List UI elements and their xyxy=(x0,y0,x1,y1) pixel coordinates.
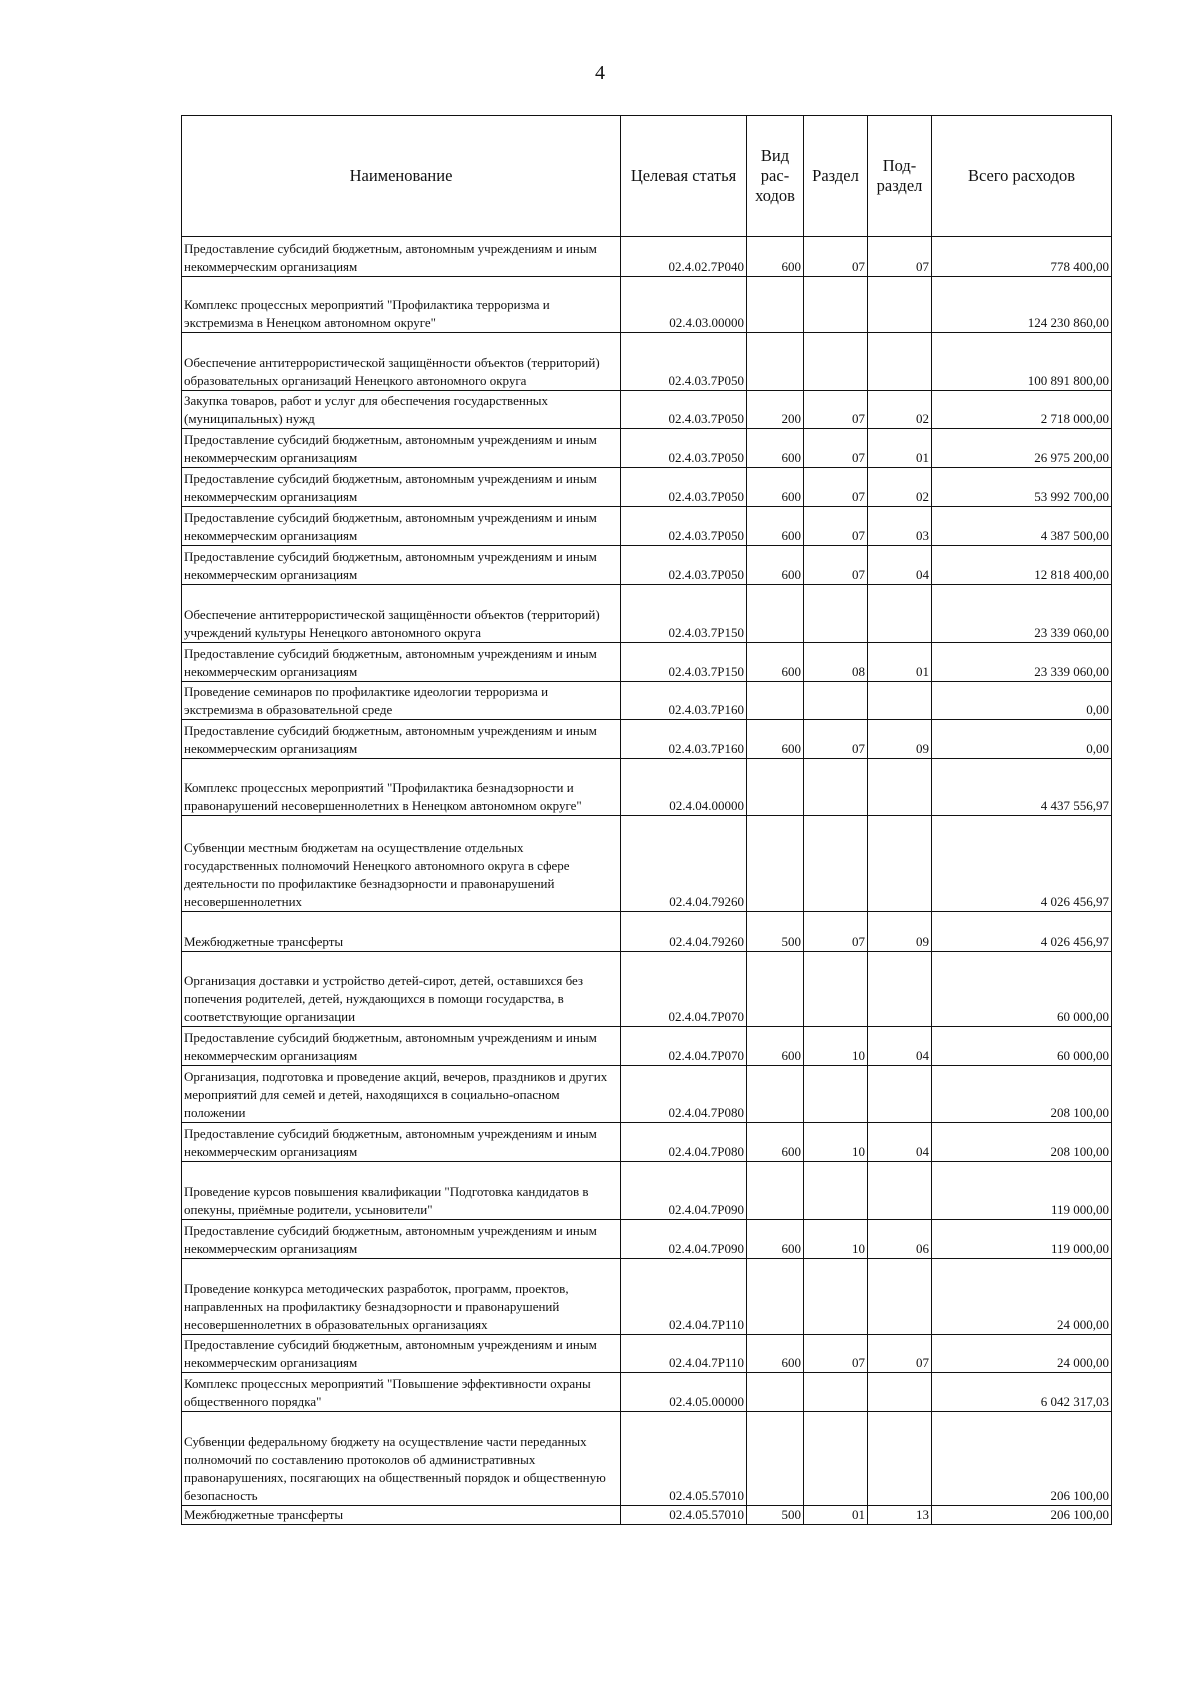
table-row xyxy=(182,1412,1112,1506)
expenditure-table xyxy=(181,115,1112,1525)
cell-name: Обеспечение антитеррористической защищённости объектов (территорий) образовательных организаций Ненецкого автономного округа xyxy=(182,333,621,391)
cell-total: 23 339 060,00 xyxy=(932,585,1112,643)
table-row xyxy=(182,507,1112,546)
cell-target-article: 02.4.03.7P160 xyxy=(621,682,747,720)
cell-expense-kind: 600 xyxy=(747,507,804,546)
cell-name: Проведение курсов повышения квалификации "Подготовка кандидатов в опекуны, приёмные родители, усыновители" xyxy=(182,1162,621,1220)
cell-expense-kind xyxy=(747,1259,804,1335)
cell-name: Предоставление субсидий бюджетным, автономным учреждениям и иным некоммерческим организациям xyxy=(182,237,621,277)
table-row xyxy=(182,1066,1112,1123)
cell-name: Предоставление субсидий бюджетным, автономным учреждениям и иным некоммерческим организациям xyxy=(182,1335,621,1373)
cell-total: 778 400,00 xyxy=(932,237,1112,277)
cell-name: Предоставление субсидий бюджетным, автономным учреждениям и иным некоммерческим организациям xyxy=(182,468,621,507)
cell-expense-kind xyxy=(747,952,804,1027)
cell-expense-kind: 600 xyxy=(747,546,804,585)
cell-expense-kind: 600 xyxy=(747,1220,804,1259)
cell-expense-kind xyxy=(747,682,804,720)
cell-total: 60 000,00 xyxy=(932,1027,1112,1066)
cell-target-article: 02.4.03.7P050 xyxy=(621,468,747,507)
table-row xyxy=(182,1335,1112,1373)
cell-subsection xyxy=(868,1162,932,1220)
cell-total: 208 100,00 xyxy=(932,1123,1112,1162)
cell-target-article: 02.4.05.00000 xyxy=(621,1373,747,1412)
table-row xyxy=(182,952,1112,1027)
header-subsection: Под-раздел xyxy=(868,116,932,237)
cell-subsection: 13 xyxy=(868,1506,932,1525)
cell-target-article: 02.4.04.7P080 xyxy=(621,1123,747,1162)
table-row xyxy=(182,546,1112,585)
cell-subsection: 07 xyxy=(868,237,932,277)
cell-section: 07 xyxy=(804,546,868,585)
cell-section xyxy=(804,952,868,1027)
cell-target-article: 02.4.04.79260 xyxy=(621,816,747,912)
table-row xyxy=(182,1506,1112,1525)
cell-section: 07 xyxy=(804,391,868,429)
table-row xyxy=(182,1220,1112,1259)
cell-subsection: 06 xyxy=(868,1220,932,1259)
cell-name: Проведение конкурса методических разработок, программ, проектов, направленных на профилактику безнадзорности и правонарушений несовершеннолетних в образовательных организациях xyxy=(182,1259,621,1335)
table-row xyxy=(182,585,1112,643)
cell-target-article: 02.4.03.7P050 xyxy=(621,546,747,585)
cell-subsection xyxy=(868,1259,932,1335)
cell-target-article: 02.4.03.7P050 xyxy=(621,333,747,391)
cell-name: Комплекс процессных мероприятий "Профилактика терроризма и экстремизма в Ненецком автономном округе" xyxy=(182,277,621,333)
cell-section: 07 xyxy=(804,429,868,468)
cell-name: Обеспечение антитеррористической защищённости объектов (территорий) учреждений культуры Ненецкого автономного округа xyxy=(182,585,621,643)
cell-expense-kind: 600 xyxy=(747,720,804,759)
cell-subsection: 04 xyxy=(868,1027,932,1066)
cell-section: 07 xyxy=(804,1335,868,1373)
cell-target-article: 02.4.04.7P110 xyxy=(621,1259,747,1335)
cell-name: Закупка товаров, работ и услуг для обеспечения государственных (муниципальных) нужд xyxy=(182,391,621,429)
cell-section: 10 xyxy=(804,1123,868,1162)
table-header-row xyxy=(182,116,1112,237)
cell-subsection xyxy=(868,333,932,391)
table-row xyxy=(182,643,1112,682)
cell-name: Предоставление субсидий бюджетным, автономным учреждениям и иным некоммерческим организациям xyxy=(182,507,621,546)
cell-name: Межбюджетные трансферты xyxy=(182,1506,621,1525)
header-total: Всего расходов xyxy=(932,116,1112,237)
cell-subsection xyxy=(868,277,932,333)
cell-section xyxy=(804,816,868,912)
cell-expense-kind xyxy=(747,1412,804,1506)
cell-section: 07 xyxy=(804,720,868,759)
cell-total: 23 339 060,00 xyxy=(932,643,1112,682)
cell-subsection: 02 xyxy=(868,468,932,507)
cell-section xyxy=(804,1259,868,1335)
cell-name: Проведение семинаров по профилактике идеологии терроризма и экстремизма в образовательной среде xyxy=(182,682,621,720)
cell-total: 206 100,00 xyxy=(932,1506,1112,1525)
cell-target-article: 02.4.04.7P090 xyxy=(621,1162,747,1220)
cell-target-article: 02.4.04.7P090 xyxy=(621,1220,747,1259)
cell-target-article: 02.4.04.7P080 xyxy=(621,1066,747,1123)
cell-total: 100 891 800,00 xyxy=(932,333,1112,391)
cell-expense-kind: 600 xyxy=(747,1027,804,1066)
cell-name: Организация, подготовка и проведение акций, вечеров, праздников и других мероприятий для семей и детей, находящихся в социально-опасном положении xyxy=(182,1066,621,1123)
cell-total: 4 026 456,97 xyxy=(932,816,1112,912)
cell-name: Предоставление субсидий бюджетным, автономным учреждениям и иным некоммерческим организациям xyxy=(182,720,621,759)
cell-target-article: 02.4.05.57010 xyxy=(621,1506,747,1525)
cell-subsection: 09 xyxy=(868,912,932,952)
cell-name: Комплекс процессных мероприятий "Повышение эффективности охраны общественного порядка" xyxy=(182,1373,621,1412)
cell-expense-kind xyxy=(747,1066,804,1123)
cell-section xyxy=(804,585,868,643)
cell-subsection: 01 xyxy=(868,429,932,468)
cell-subsection xyxy=(868,1412,932,1506)
table-row xyxy=(182,429,1112,468)
cell-expense-kind: 600 xyxy=(747,1335,804,1373)
header-expense-kind: Вид рас-ходов xyxy=(747,116,804,237)
cell-name: Субвенции местным бюджетам на осуществление отдельных государственных полномочий Ненецкого автономного округа в сфере деятельности по профилактике безнадзорности и правонарушений несовершеннолетних xyxy=(182,816,621,912)
cell-total: 4 437 556,97 xyxy=(932,759,1112,816)
table-row xyxy=(182,1123,1112,1162)
cell-section: 01 xyxy=(804,1506,868,1525)
cell-target-article: 02.4.03.7P050 xyxy=(621,507,747,546)
cell-expense-kind: 600 xyxy=(747,468,804,507)
table-row xyxy=(182,1027,1112,1066)
cell-name: Предоставление субсидий бюджетным, автономным учреждениям и иным некоммерческим организациям xyxy=(182,429,621,468)
cell-target-article: 02.4.04.7P070 xyxy=(621,1027,747,1066)
cell-subsection xyxy=(868,682,932,720)
cell-expense-kind: 600 xyxy=(747,429,804,468)
cell-subsection xyxy=(868,1373,932,1412)
cell-section xyxy=(804,682,868,720)
cell-subsection: 02 xyxy=(868,391,932,429)
cell-name: Предоставление субсидий бюджетным, автономным учреждениям и иным некоммерческим организациям xyxy=(182,1123,621,1162)
cell-total: 4 026 456,97 xyxy=(932,912,1112,952)
cell-expense-kind xyxy=(747,1162,804,1220)
header-target-article: Целевая статья xyxy=(621,116,747,237)
cell-subsection xyxy=(868,1066,932,1123)
table-row xyxy=(182,391,1112,429)
cell-name: Предоставление субсидий бюджетным, автономным учреждениям и иным некоммерческим организациям xyxy=(182,546,621,585)
cell-section: 08 xyxy=(804,643,868,682)
cell-target-article: 02.4.03.7P150 xyxy=(621,585,747,643)
cell-target-article: 02.4.04.79260 xyxy=(621,912,747,952)
table-row xyxy=(182,237,1112,277)
page-number: 4 xyxy=(595,62,605,84)
cell-total: 206 100,00 xyxy=(932,1412,1112,1506)
table-row xyxy=(182,1162,1112,1220)
cell-section xyxy=(804,1162,868,1220)
cell-total: 2 718 000,00 xyxy=(932,391,1112,429)
cell-subsection xyxy=(868,816,932,912)
cell-target-article: 02.4.03.7P150 xyxy=(621,643,747,682)
cell-section: 07 xyxy=(804,507,868,546)
cell-name: Межбюджетные трансферты xyxy=(182,912,621,952)
cell-total: 4 387 500,00 xyxy=(932,507,1112,546)
table-row xyxy=(182,759,1112,816)
cell-total: 124 230 860,00 xyxy=(932,277,1112,333)
cell-name: Предоставление субсидий бюджетным, автономным учреждениям и иным некоммерческим организациям xyxy=(182,1027,621,1066)
cell-total: 6 042 317,03 xyxy=(932,1373,1112,1412)
table-row xyxy=(182,277,1112,333)
cell-target-article: 02.4.03.7P050 xyxy=(621,429,747,468)
cell-section: 07 xyxy=(804,912,868,952)
cell-section: 07 xyxy=(804,237,868,277)
cell-expense-kind: 200 xyxy=(747,391,804,429)
cell-section xyxy=(804,1412,868,1506)
cell-target-article: 02.4.04.7P110 xyxy=(621,1335,747,1373)
table-row xyxy=(182,1373,1112,1412)
cell-total: 208 100,00 xyxy=(932,1066,1112,1123)
cell-name: Организация доставки и устройство детей-сирот, детей, оставшихся без попечения родителей, детей, нуждающихся в помощи государства, в соответствующие организации xyxy=(182,952,621,1027)
cell-subsection: 04 xyxy=(868,1123,932,1162)
cell-total: 26 975 200,00 xyxy=(932,429,1112,468)
cell-total: 0,00 xyxy=(932,720,1112,759)
cell-expense-kind: 500 xyxy=(747,912,804,952)
cell-total: 53 992 700,00 xyxy=(932,468,1112,507)
header-name: Наименование xyxy=(182,116,621,237)
cell-target-article: 02.4.03.7P160 xyxy=(621,720,747,759)
cell-target-article: 02.4.03.7P050 xyxy=(621,391,747,429)
cell-expense-kind: 600 xyxy=(747,237,804,277)
header-section: Раздел xyxy=(804,116,868,237)
table-row xyxy=(182,682,1112,720)
cell-section: 10 xyxy=(804,1220,868,1259)
cell-section xyxy=(804,1066,868,1123)
cell-target-article: 02.4.05.57010 xyxy=(621,1412,747,1506)
cell-section: 07 xyxy=(804,468,868,507)
cell-total: 60 000,00 xyxy=(932,952,1112,1027)
cell-subsection xyxy=(868,585,932,643)
cell-expense-kind xyxy=(747,585,804,643)
table-row xyxy=(182,468,1112,507)
cell-name: Субвенции федеральному бюджету на осуществление части переданных полномочий по составлению протоколов об административных правонарушениях, посягающих на общественный порядок и общественную безопасность xyxy=(182,1412,621,1506)
cell-section xyxy=(804,333,868,391)
cell-total: 119 000,00 xyxy=(932,1162,1112,1220)
cell-name: Предоставление субсидий бюджетным, автономным учреждениям и иным некоммерческим организациям xyxy=(182,1220,621,1259)
cell-section xyxy=(804,277,868,333)
cell-subsection: 07 xyxy=(868,1335,932,1373)
cell-target-article: 02.4.04.00000 xyxy=(621,759,747,816)
cell-name: Комплекс процессных мероприятий "Профилактика безнадзорности и правонарушений несовершеннолетних в Ненецком автономном округе" xyxy=(182,759,621,816)
cell-total: 24 000,00 xyxy=(932,1335,1112,1373)
cell-expense-kind: 600 xyxy=(747,643,804,682)
cell-subsection: 04 xyxy=(868,546,932,585)
cell-section xyxy=(804,759,868,816)
table-row xyxy=(182,720,1112,759)
cell-subsection xyxy=(868,759,932,816)
table-row xyxy=(182,333,1112,391)
cell-target-article: 02.4.02.7P040 xyxy=(621,237,747,277)
cell-expense-kind xyxy=(747,333,804,391)
cell-total: 119 000,00 xyxy=(932,1220,1112,1259)
cell-subsection xyxy=(868,952,932,1027)
cell-target-article: 02.4.03.00000 xyxy=(621,277,747,333)
cell-expense-kind xyxy=(747,759,804,816)
cell-expense-kind xyxy=(747,816,804,912)
cell-expense-kind xyxy=(747,277,804,333)
table-row xyxy=(182,816,1112,912)
cell-expense-kind xyxy=(747,1373,804,1412)
cell-subsection: 01 xyxy=(868,643,932,682)
cell-total: 12 818 400,00 xyxy=(932,546,1112,585)
cell-subsection: 03 xyxy=(868,507,932,546)
cell-section xyxy=(804,1373,868,1412)
cell-total: 0,00 xyxy=(932,682,1112,720)
cell-target-article: 02.4.04.7P070 xyxy=(621,952,747,1027)
cell-subsection: 09 xyxy=(868,720,932,759)
cell-name: Предоставление субсидий бюджетным, автономным учреждениям и иным некоммерческим организациям xyxy=(182,643,621,682)
table-row xyxy=(182,1259,1112,1335)
cell-section: 10 xyxy=(804,1027,868,1066)
cell-expense-kind: 600 xyxy=(747,1123,804,1162)
cell-total: 24 000,00 xyxy=(932,1259,1112,1335)
table-row xyxy=(182,912,1112,952)
cell-expense-kind: 500 xyxy=(747,1506,804,1525)
